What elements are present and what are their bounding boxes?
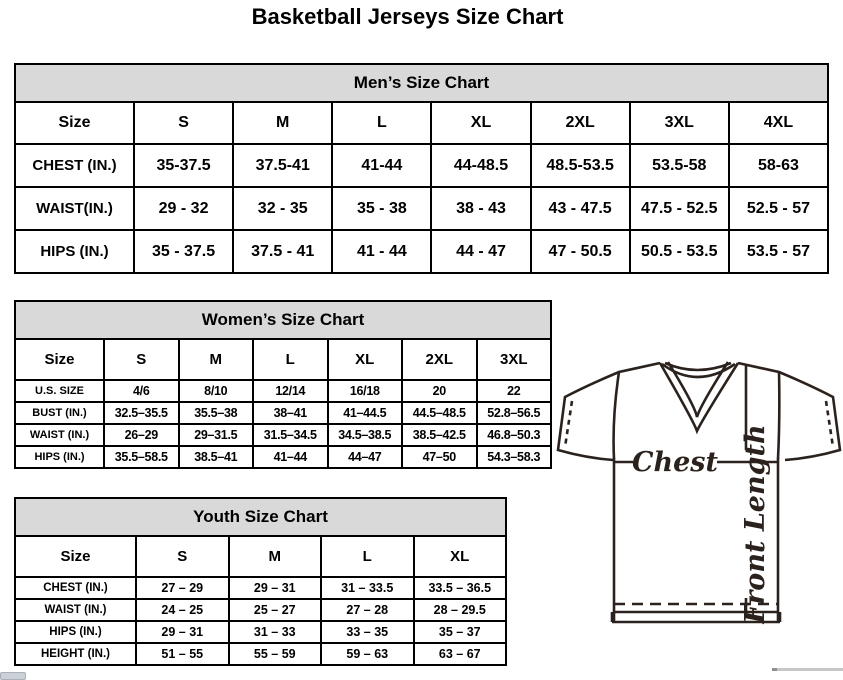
mens-col-header-3xl: 3XL [630, 102, 729, 144]
mens-value-cell: 35 - 38 [332, 187, 431, 230]
womens-value-cell: 29–31.5 [179, 424, 254, 446]
womens-value-cell: 16/18 [328, 380, 403, 402]
womens-title-row [15, 301, 551, 339]
mens-value-cell: 53.5 - 57 [729, 230, 828, 273]
youth-value-cell: 24 – 25 [136, 599, 229, 621]
mens-col-header-xl: XL [431, 102, 530, 144]
jersey-right-sleeve-seam [778, 372, 779, 459]
youth-value-cell: 63 – 67 [414, 643, 507, 665]
jersey-left-sleeve-seam [614, 372, 619, 459]
mens-value-cell: 47 - 50.5 [531, 230, 630, 273]
mens-row-label: WAIST(IN.) [15, 187, 134, 230]
mens-col-header-4xl: 4XL [729, 102, 828, 144]
youth-size-table [14, 497, 507, 666]
womens-row-label: U.S. SIZE [15, 380, 104, 402]
jersey-left-cuff-stitch [565, 401, 572, 447]
mens-col-header-m: M [233, 102, 332, 144]
womens-col-header-2xl: 2XL [402, 339, 477, 380]
mens-row-label: HIPS (IN.) [15, 230, 134, 273]
womens-value-cell: 46.8–50.3 [477, 424, 552, 446]
jersey-neck-rib-arc-2 [665, 363, 731, 370]
womens-value-cell: 44–47 [328, 446, 403, 468]
mens-table-title: Men’s Size Chart [15, 64, 828, 102]
youth-value-cell: 29 – 31 [136, 621, 229, 643]
womens-value-cell: 8/10 [179, 380, 254, 402]
youth-row-label: WAIST (IN.) [15, 599, 136, 621]
youth-value-cell: 31 – 33.5 [321, 577, 414, 599]
womens-data-row [15, 380, 551, 402]
front-length-label: Front Length [740, 424, 771, 624]
mens-row-label: CHEST (IN.) [15, 144, 134, 187]
womens-value-cell: 38.5–42.5 [402, 424, 477, 446]
youth-data-row [15, 577, 506, 599]
womens-value-cell: 35.5–58.5 [104, 446, 179, 468]
youth-col-header-m: M [229, 536, 322, 577]
womens-col-header-s: S [104, 339, 179, 380]
youth-row-label: HIPS (IN.) [15, 621, 136, 643]
mens-col-header-l: L [332, 102, 431, 144]
womens-value-cell: 26–29 [104, 424, 179, 446]
youth-row-label: CHEST (IN.) [15, 577, 136, 599]
mens-data-row [15, 144, 828, 187]
youth-value-cell: 35 – 37 [414, 621, 507, 643]
mens-data-row [15, 230, 828, 273]
womens-value-cell: 38.5–41 [179, 446, 254, 468]
youth-value-cell: 25 – 27 [229, 599, 322, 621]
womens-col-header-m: M [179, 339, 254, 380]
youth-size-header-row [15, 536, 506, 577]
youth-value-cell: 27 – 28 [321, 599, 414, 621]
youth-value-cell: 55 – 59 [229, 643, 322, 665]
womens-row-label: HIPS (IN.) [15, 446, 104, 468]
youth-data-row [15, 621, 506, 643]
youth-value-cell: 29 – 31 [229, 577, 322, 599]
womens-value-cell: 52.8–56.5 [477, 402, 552, 424]
womens-data-row [15, 424, 551, 446]
mens-value-cell: 41-44 [332, 144, 431, 187]
womens-col-header-l: L [253, 339, 328, 380]
womens-value-cell: 41–44.5 [328, 402, 403, 424]
mens-value-cell: 44 - 47 [431, 230, 530, 273]
chest-label: Chest [632, 447, 718, 478]
youth-value-cell: 33.5 – 36.5 [414, 577, 507, 599]
mens-data-row [15, 187, 828, 230]
youth-value-cell: 28 – 29.5 [414, 599, 507, 621]
womens-value-cell: 41–44 [253, 446, 328, 468]
mens-value-cell: 48.5-53.5 [531, 144, 630, 187]
mens-value-cell: 43 - 47.5 [531, 187, 630, 230]
womens-col-header-3xl: 3XL [477, 339, 552, 380]
womens-row-label: WAIST (IN.) [15, 424, 104, 446]
page-title: Basketball Jerseys Size Chart [251, 4, 564, 29]
womens-size-table [14, 300, 552, 469]
youth-value-cell: 51 – 55 [136, 643, 229, 665]
mens-size-label: Size [15, 102, 134, 144]
scrollbar-fragment-bottom-right [772, 668, 843, 671]
womens-value-cell: 38–41 [253, 402, 328, 424]
youth-value-cell: 27 – 29 [136, 577, 229, 599]
youth-value-cell: 33 – 35 [321, 621, 414, 643]
youth-value-cell: 31 – 33 [229, 621, 322, 643]
mens-size-table [14, 63, 829, 274]
jersey-right-cuff-stitch [826, 401, 833, 447]
mens-value-cell: 47.5 - 52.5 [630, 187, 729, 230]
youth-col-header-l: L [321, 536, 414, 577]
womens-value-cell: 35.5–38 [179, 402, 254, 424]
womens-row-label: BUST (IN.) [15, 402, 104, 424]
womens-value-cell: 32.5–35.5 [104, 402, 179, 424]
womens-size-header-row [15, 339, 551, 380]
youth-row-label: HEIGHT (IN.) [15, 643, 136, 665]
womens-value-cell: 44.5–48.5 [402, 402, 477, 424]
youth-value-cell: 59 – 63 [321, 643, 414, 665]
mens-value-cell: 35-37.5 [134, 144, 233, 187]
youth-table-title: Youth Size Chart [15, 498, 506, 536]
mens-value-cell: 44-48.5 [431, 144, 530, 187]
jersey-measurement-diagram [556, 358, 843, 674]
youth-col-header-s: S [136, 536, 229, 577]
mens-value-cell: 38 - 43 [431, 187, 530, 230]
womens-value-cell: 12/14 [253, 380, 328, 402]
mens-value-cell: 32 - 35 [233, 187, 332, 230]
jersey-neck-outer [660, 363, 738, 431]
womens-data-row [15, 446, 551, 468]
womens-value-cell: 20 [402, 380, 477, 402]
womens-col-header-xl: XL [328, 339, 403, 380]
youth-size-label: Size [15, 536, 136, 577]
womens-data-row [15, 402, 551, 424]
mens-title-row [15, 64, 828, 102]
mens-value-cell: 37.5-41 [233, 144, 332, 187]
mens-value-cell: 35 - 37.5 [134, 230, 233, 273]
womens-value-cell: 31.5–34.5 [253, 424, 328, 446]
womens-value-cell: 34.5–38.5 [328, 424, 403, 446]
womens-value-cell: 22 [477, 380, 552, 402]
mens-size-header-row [15, 102, 828, 144]
mens-value-cell: 58-63 [729, 144, 828, 187]
womens-value-cell: 4/6 [104, 380, 179, 402]
mens-col-header-2xl: 2XL [531, 102, 630, 144]
womens-value-cell: 47–50 [402, 446, 477, 468]
mens-col-header-s: S [134, 102, 233, 144]
mens-value-cell: 37.5 - 41 [233, 230, 332, 273]
youth-col-header-xl: XL [414, 536, 507, 577]
mens-value-cell: 50.5 - 53.5 [630, 230, 729, 273]
youth-data-row [15, 643, 506, 665]
womens-value-cell: 54.3–58.3 [477, 446, 552, 468]
jersey-left-sleeve [558, 363, 660, 460]
mens-value-cell: 41 - 44 [332, 230, 431, 273]
womens-size-label: Size [15, 339, 104, 380]
womens-table-title: Women’s Size Chart [15, 301, 551, 339]
mens-value-cell: 29 - 32 [134, 187, 233, 230]
youth-title-row [15, 498, 506, 536]
youth-data-row [15, 599, 506, 621]
mens-value-cell: 52.5 - 57 [729, 187, 828, 230]
mens-value-cell: 53.5-58 [630, 144, 729, 187]
